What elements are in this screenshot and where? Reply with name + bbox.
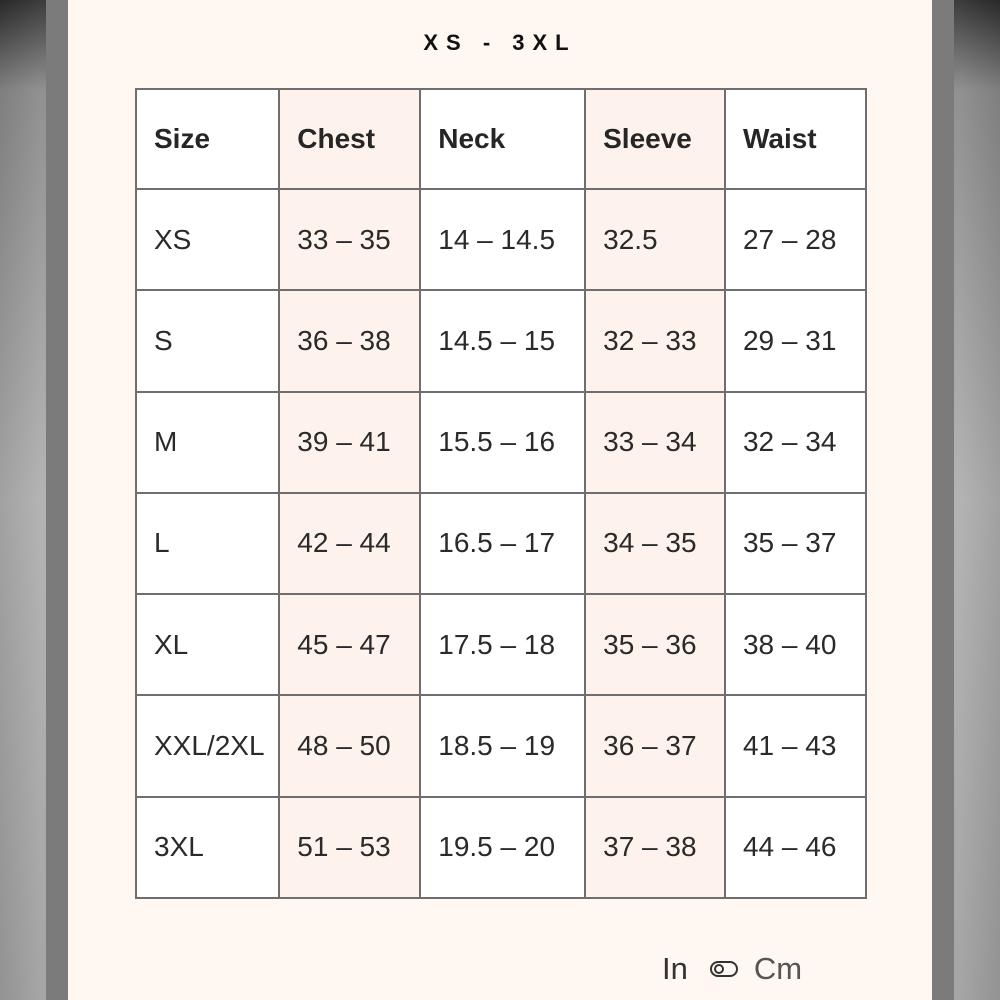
sleeve-cell: 34 – 35: [585, 493, 725, 594]
header-size: Size: [136, 89, 279, 189]
table-row: [136, 290, 866, 391]
size-cell: XL: [136, 594, 279, 695]
sleeve-cell: 37 – 38: [585, 797, 725, 898]
waist-cell: 35 – 37: [725, 493, 866, 594]
table-row: [136, 797, 866, 898]
unit-centimeters-label[interactable]: Cm: [753, 951, 803, 986]
size-chart-card: [68, 0, 932, 1000]
toggle-knob: [714, 964, 724, 974]
chest-cell: 33 – 35: [279, 189, 420, 290]
size-cell: 3XL: [136, 797, 279, 898]
size-chart-table: [135, 88, 867, 899]
size-cell: M: [136, 392, 279, 493]
header-waist: Waist: [725, 89, 866, 189]
table-row: [136, 493, 866, 594]
chest-cell: 39 – 41: [279, 392, 420, 493]
unit-inches-label[interactable]: In: [662, 951, 688, 986]
sleeve-cell: 35 – 36: [585, 594, 725, 695]
header-chest: Chest: [279, 89, 420, 189]
waist-cell: 27 – 28: [725, 189, 866, 290]
chest-cell: 51 – 53: [279, 797, 420, 898]
waist-cell: 38 – 40: [725, 594, 866, 695]
unit-switcher: [656, 948, 808, 990]
table-row: [136, 594, 866, 695]
sleeve-cell: 32 – 33: [585, 290, 725, 391]
waist-cell: 44 – 46: [725, 797, 866, 898]
waist-cell: 41 – 43: [725, 695, 866, 796]
sleeve-cell: 32.5: [585, 189, 725, 290]
table-row: [136, 392, 866, 493]
neck-cell: 14.5 – 15: [420, 290, 585, 391]
sleeve-cell: 36 – 37: [585, 695, 725, 796]
size-range-title: XS - 3XL: [423, 30, 577, 55]
header-sleeve: Sleeve: [585, 89, 725, 189]
neck-cell: 14 – 14.5: [420, 189, 585, 290]
neck-cell: 15.5 – 16: [420, 392, 585, 493]
neck-cell: 19.5 – 20: [420, 797, 585, 898]
waist-cell: 29 – 31: [725, 290, 866, 391]
chest-cell: 42 – 44: [279, 493, 420, 594]
size-cell: XXL/2XL: [136, 695, 279, 796]
neck-cell: 18.5 – 19: [420, 695, 585, 796]
size-cell: S: [136, 290, 279, 391]
unit-toggle[interactable]: [710, 961, 738, 977]
sleeve-cell: 33 – 34: [585, 392, 725, 493]
header-neck: Neck: [420, 89, 585, 189]
neck-cell: 17.5 – 18: [420, 594, 585, 695]
neck-cell: 16.5 – 17: [420, 493, 585, 594]
table-row: [136, 189, 866, 290]
chest-cell: 45 – 47: [279, 594, 420, 695]
size-cell: L: [136, 493, 279, 594]
chest-cell: 36 – 38: [279, 290, 420, 391]
table-header-row: [136, 89, 866, 189]
size-cell: XS: [136, 189, 279, 290]
chest-cell: 48 – 50: [279, 695, 420, 796]
table-row: [136, 695, 866, 796]
waist-cell: 32 – 34: [725, 392, 866, 493]
